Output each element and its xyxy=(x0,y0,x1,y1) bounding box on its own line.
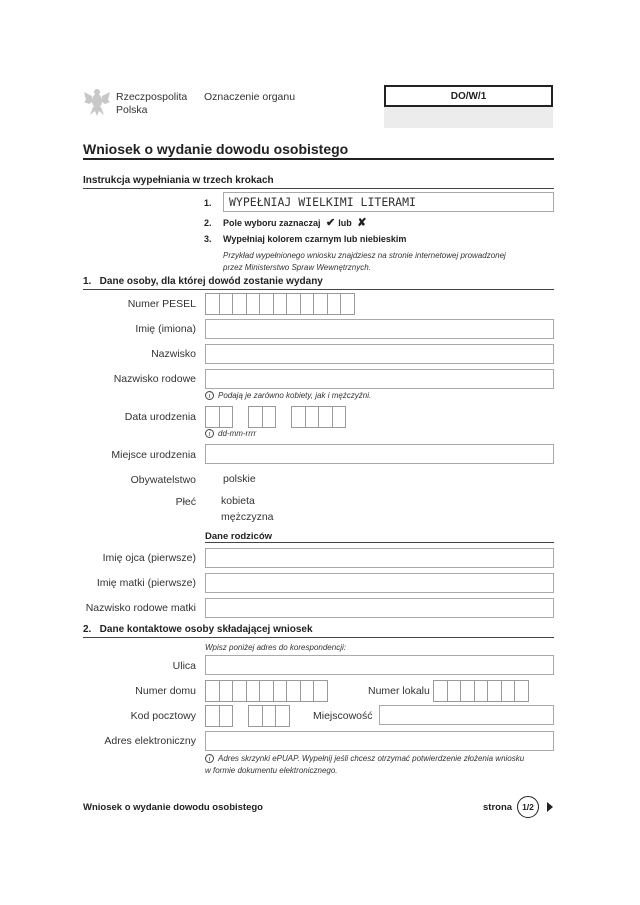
pesel-label: Numer PESEL xyxy=(127,298,196,310)
input-cell[interactable] xyxy=(205,680,220,702)
mother-maiden-name-input[interactable] xyxy=(205,598,554,618)
postal-code-label: Kod pocztowy xyxy=(130,710,196,722)
organ-label: Oznaczenie organu xyxy=(204,91,296,103)
input-cell[interactable] xyxy=(474,680,489,702)
input-cell[interactable] xyxy=(248,705,263,727)
email-hint-line-1: Adres skrzynki ePUAP. Wypełnij jeśli chcesz otrzymać potwierdzenie złożenia wniosku xyxy=(218,754,525,763)
input-cell[interactable] xyxy=(219,406,234,428)
step-2 xyxy=(204,216,367,229)
postal-code-part1-input[interactable] xyxy=(205,705,233,727)
flat-number-label: Numer lokalu xyxy=(368,685,430,697)
input-cell[interactable] xyxy=(273,680,288,702)
step-1-text: WYPEŁNIAJ WIELKIMI LITERAMI xyxy=(229,195,416,209)
birth-year-input[interactable] xyxy=(291,406,346,428)
checkmark-icon: ✔ xyxy=(326,217,336,229)
country-line-1: Rzeczpospolita xyxy=(116,91,188,103)
first-name-label: Imię (imiona) xyxy=(135,323,196,335)
step-1-number: 1. xyxy=(204,198,212,208)
input-cell[interactable] xyxy=(313,293,328,315)
first-name-input[interactable] xyxy=(205,319,554,339)
input-cell[interactable] xyxy=(291,406,306,428)
page-title: Wniosek o wydanie dowodu osobistego xyxy=(83,141,349,157)
sex-label: Płeć xyxy=(175,496,196,508)
house-number-input[interactable] xyxy=(205,680,328,702)
street-label: Ulica xyxy=(172,660,196,672)
footer-title: Wniosek o wydanie dowodu osobistego xyxy=(83,802,263,813)
step-2-number: 2. xyxy=(204,218,212,228)
email-label: Adres elektroniczny xyxy=(104,735,196,747)
maiden-name-input[interactable] xyxy=(205,369,554,389)
pesel-input[interactable] xyxy=(205,293,355,315)
street-input[interactable] xyxy=(205,655,554,675)
email-hint-line-2: w formie dokumentu elektronicznego. xyxy=(205,766,338,775)
input-cell[interactable] xyxy=(318,406,333,428)
maiden-name-hint xyxy=(205,391,371,400)
input-cell[interactable] xyxy=(327,293,342,315)
example-note xyxy=(223,250,506,273)
city-input[interactable] xyxy=(379,705,554,725)
section-1-heading: 1. Dane osoby, dla której dowód zostanie wydany xyxy=(83,276,323,287)
input-cell[interactable] xyxy=(205,406,220,428)
sex-option-female[interactable]: kobieta xyxy=(221,495,255,507)
input-cell[interactable] xyxy=(246,680,261,702)
info-icon: i xyxy=(205,429,214,438)
birth-day-input[interactable] xyxy=(205,406,233,428)
parents-heading: Dane rodziców xyxy=(205,531,273,542)
birth-date-hint-text: dd-mm-rrrr xyxy=(218,429,257,438)
input-cell[interactable] xyxy=(259,293,274,315)
birth-month-input[interactable] xyxy=(248,406,276,428)
flat-number-input[interactable] xyxy=(433,680,529,702)
birth-date-label: Data urodzenia xyxy=(124,411,196,423)
instructions-rule xyxy=(83,188,554,189)
input-cell[interactable] xyxy=(332,406,347,428)
postal-code-part2-input[interactable] xyxy=(248,705,290,727)
sex-option-male[interactable]: mężczyzna xyxy=(221,511,274,523)
email-hint xyxy=(205,753,524,777)
surname-label: Nazwisko xyxy=(151,348,196,360)
input-cell[interactable] xyxy=(433,680,448,702)
footer-page-label: strona xyxy=(483,802,513,813)
section-2-rule xyxy=(83,637,554,638)
input-cell[interactable] xyxy=(232,293,247,315)
citizenship-option-polish[interactable]: polskie xyxy=(223,473,256,485)
city-label: Miejscowość xyxy=(313,710,373,722)
input-cell[interactable] xyxy=(487,680,502,702)
input-cell[interactable] xyxy=(286,293,301,315)
input-cell[interactable] xyxy=(313,680,328,702)
form-code-box xyxy=(384,85,553,107)
page-indicator xyxy=(517,796,539,818)
input-cell[interactable] xyxy=(219,705,234,727)
input-cell[interactable] xyxy=(246,293,261,315)
section-1-rule xyxy=(83,289,554,290)
input-cell[interactable] xyxy=(262,705,277,727)
input-cell[interactable] xyxy=(205,705,220,727)
citizenship-label: Obywatelstwo xyxy=(130,474,196,486)
maiden-name-hint-text: Podają je zarówno kobiety, jak i mężczyźni. xyxy=(218,391,372,400)
input-cell[interactable] xyxy=(447,680,462,702)
step-2-or: lub xyxy=(338,218,352,228)
input-cell[interactable] xyxy=(300,680,315,702)
input-cell[interactable] xyxy=(305,406,320,428)
input-cell[interactable] xyxy=(286,680,301,702)
input-cell[interactable] xyxy=(219,680,234,702)
step-1-box xyxy=(223,192,554,212)
email-input[interactable] xyxy=(205,731,554,751)
house-number-label: Numer domu xyxy=(135,685,196,697)
title-rule xyxy=(83,158,554,160)
input-cell[interactable] xyxy=(205,293,220,315)
input-cell[interactable] xyxy=(262,406,277,428)
input-cell[interactable] xyxy=(259,680,274,702)
step-3 xyxy=(204,234,406,244)
cross-mark-icon: ✘ xyxy=(357,217,367,229)
parents-rule xyxy=(205,542,554,543)
father-name-label: Imię ojca (pierwsze) xyxy=(102,552,196,564)
birth-place-input[interactable] xyxy=(205,444,554,464)
mother-name-label: Imię matki (pierwsze) xyxy=(96,577,196,589)
input-cell[interactable] xyxy=(460,680,475,702)
country-name xyxy=(116,91,187,117)
step-3-text: Wypełniaj kolorem czarnym lub niebieskim xyxy=(223,234,407,244)
input-cell[interactable] xyxy=(232,680,247,702)
example-note-line-1: Przykład wypełnionego wniosku znajdziesz na stronie internetowej prowadzonej xyxy=(223,251,506,260)
address-note: Wpisz poniżej adres do korespondencji: xyxy=(205,643,346,652)
mother-maiden-name-label: Nazwisko rodowe matki xyxy=(85,602,196,614)
input-cell[interactable] xyxy=(514,680,529,702)
mother-name-input[interactable] xyxy=(205,573,554,593)
input-cell[interactable] xyxy=(273,293,288,315)
input-cell[interactable] xyxy=(275,705,290,727)
father-name-input[interactable] xyxy=(205,548,554,568)
info-icon: i xyxy=(205,754,214,763)
surname-input[interactable] xyxy=(205,344,554,364)
form-code: DO/W/1 xyxy=(450,90,487,102)
input-cell[interactable] xyxy=(219,293,234,315)
input-cell[interactable] xyxy=(248,406,263,428)
input-cell[interactable] xyxy=(340,293,355,315)
birth-place-label: Miejsce urodzenia xyxy=(111,449,196,461)
input-cell[interactable] xyxy=(300,293,315,315)
step-3-number: 3. xyxy=(204,234,212,244)
section-2-heading: 2. Dane kontaktowe osoby składającej wniosek xyxy=(83,624,313,635)
instructions-heading: Instrukcja wypełniania w trzech krokach xyxy=(83,175,274,186)
input-cell[interactable] xyxy=(501,680,516,702)
page-number: 1/2 xyxy=(522,802,534,812)
maiden-name-label: Nazwisko rodowe xyxy=(113,373,196,385)
step-2-text: Pole wyboru zaznaczaj xyxy=(223,218,321,228)
polish-eagle-emblem-icon xyxy=(83,86,111,118)
example-note-line-2: przez Ministerstwo Spraw Wewnętrznych. xyxy=(223,262,371,272)
next-page-arrow-icon[interactable] xyxy=(547,802,553,812)
organ-stamp-area[interactable] xyxy=(384,107,553,128)
info-icon: i xyxy=(205,391,214,400)
birth-date-hint xyxy=(205,429,256,438)
country-line-2: Polska xyxy=(116,104,148,116)
